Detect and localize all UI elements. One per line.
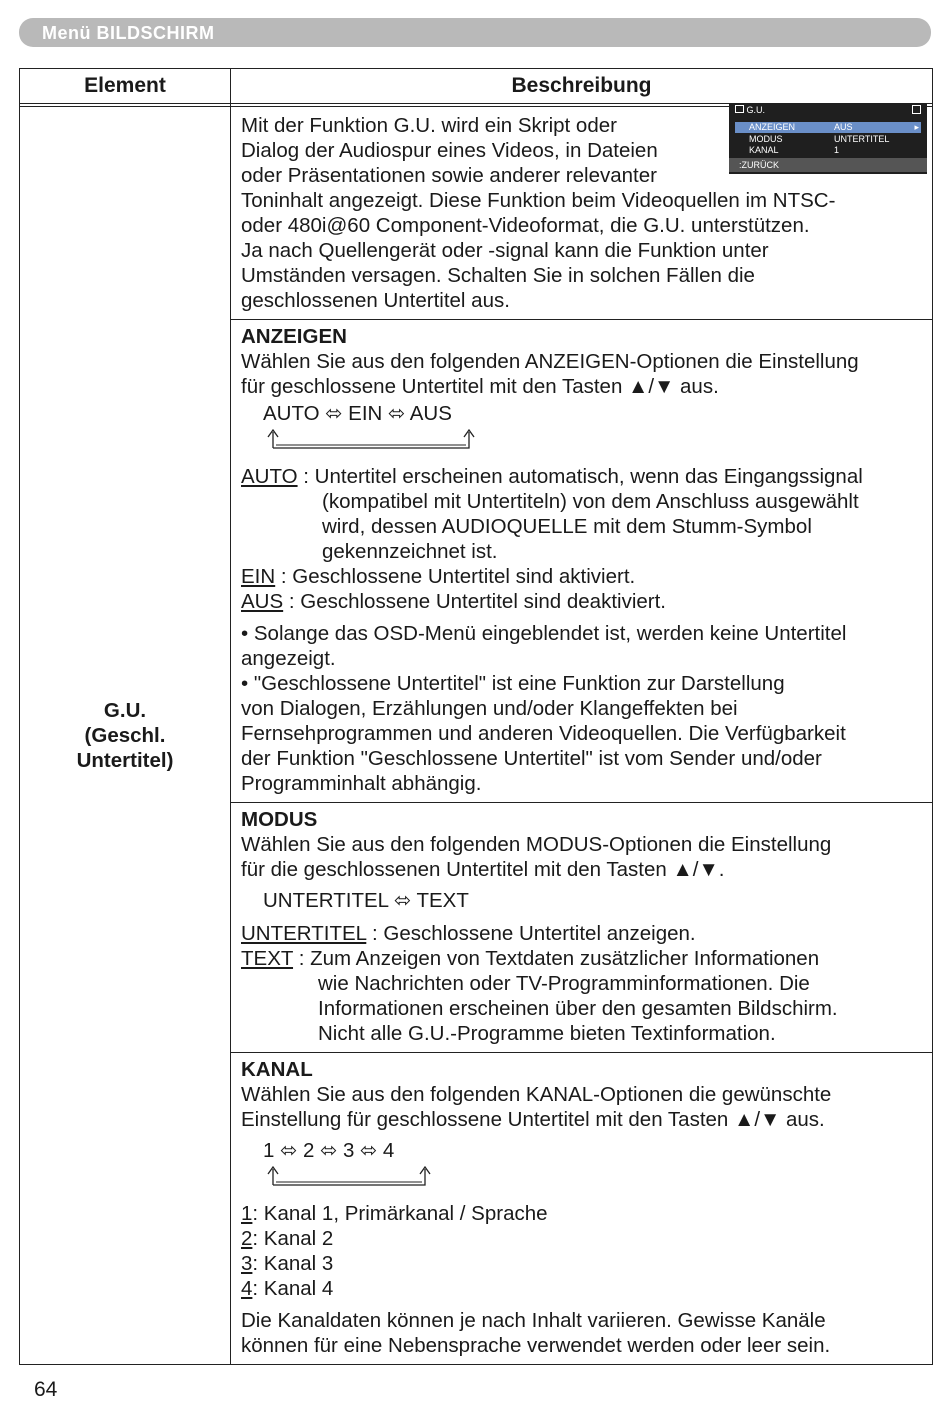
intro-cell: G.U. ANZEIGEN AUS ▸ MODUS UNTERTITEL KANAL 1 :ZURÜCK Mit der Funktion G.U. wird ein Skript oder Dialog der Audiospur eines Videos, in Dateien oder Präsentationen sowie anderer relevanter Toninhalt angezeigt. Diese Funktion beim Videoquellen im NTSC- oder 480i@60 Component-Videoformat, die G.U. unterstützen. Ja nach Quellengerät oder -signal kann die Funktion unter Umständen versagen. Schalten Sie in solchen Fällen die geschlossenen Untertitel aus.	[231, 107, 933, 320]
osd-row-kanal: KANAL 1	[749, 145, 840, 155]
osd-back: :ZURÜCK	[729, 158, 927, 172]
osd-close-icon	[912, 105, 921, 114]
osd-row-anzeigen: ANZEIGEN AUS ▸	[735, 122, 921, 133]
osd-title: G.U.	[746, 105, 766, 115]
section-title: Menü BILDSCHIRM	[42, 23, 215, 43]
element-cell: G.U. (Geschl. Untertitel)	[20, 107, 231, 1365]
kanal-title: KANAL	[241, 1058, 313, 1081]
loop-arrow-icon	[267, 426, 477, 450]
section-header	[19, 18, 931, 47]
osd-arrow-icon: ▸	[914, 122, 919, 132]
osd-cc-icon	[735, 105, 744, 113]
osd-screenshot	[729, 103, 927, 174]
anzeigen-title: ANZEIGEN	[241, 325, 347, 348]
modus-title: MODUS	[241, 808, 318, 831]
column-header-element: Element	[20, 69, 231, 104]
menu-table	[19, 68, 933, 1365]
anzeigen-cell: ANZEIGEN Wählen Sie aus den folgenden ANZEIGEN-Optionen die Einstellung für geschlossene Untertitel mit den Tasten ▲/▼ aus. AUTO ⬄ EIN ⬄ AUS AUTO : Untertitel erscheinen automatisch, wenn das Eingangssignal (kompatibel mit Untertiteln) von dem Anschluss ausgewählt wird, dessen AUDIOQUELLE mit dem Stumm-Symbol gekennzeichnet ist. EIN : Geschlossene Untertitel sind aktiviert. AUS : Geschlossene Untertitel sind deaktiviert. • Solange das OSD-Menü eingeblendet ist, werden keine Untertitel angezeigt. • "Geschlossene Untertitel" ist eine Funktion zur Darstellung von Dialogen, Erzählungen und/oder Klangeffekten bei Fernsehprogrammen und anderen Videoquellen. Die Verfügbarkeit der Funktion "Geschlossene Untertitel" ist vom Sender und/oder Programminhalt abhängig.	[231, 320, 933, 803]
page-number: 64	[34, 1378, 58, 1401]
kanal-sequence: 1 ⬄ 2 ⬄ 3 ⬄ 4	[263, 1139, 395, 1162]
loop-arrow-icon	[267, 1163, 433, 1187]
osd-row-modus: MODUS UNTERTITEL	[749, 134, 890, 144]
kanal-cell: KANAL Wählen Sie aus den folgenden KANAL-Optionen die gewünschte Einstellung für geschlossene Untertitel mit den Tasten ▲/▼ aus. 1 ⬄ 2 ⬄ 3 ⬄ 4 1: Kanal 1, Primärkanal / Sprache 2: Kanal 2 3: Kanal 3 4: Kanal 4 Die Kanaldaten können je nach Inhalt variieren. Gewisse Kanäle können für eine Nebensprache verwendet werden oder leer sein.	[231, 1053, 933, 1365]
column-header-description: Beschreibung	[231, 69, 933, 104]
anzeigen-sequence: AUTO ⬄ EIN ⬄ AUS	[263, 402, 452, 425]
modus-cell: MODUS Wählen Sie aus den folgenden MODUS-Optionen die Einstellung für die geschlossenen Untertitel mit den Tasten ▲/▼. UNTERTITEL ⬄ TEXT UNTERTITEL : Geschlossene Untertitel anzeigen. TEXT : Zum Anzeigen von Textdaten zusätzlicher Informationen wie Nachrichten oder TV-Programminformationen. Die Informationen erscheinen über den gesamten Bildschirm. Nicht alle G.U.-Programme bieten Textinformation.	[231, 803, 933, 1053]
modus-sequence: UNTERTITEL ⬄ TEXT	[263, 889, 469, 912]
